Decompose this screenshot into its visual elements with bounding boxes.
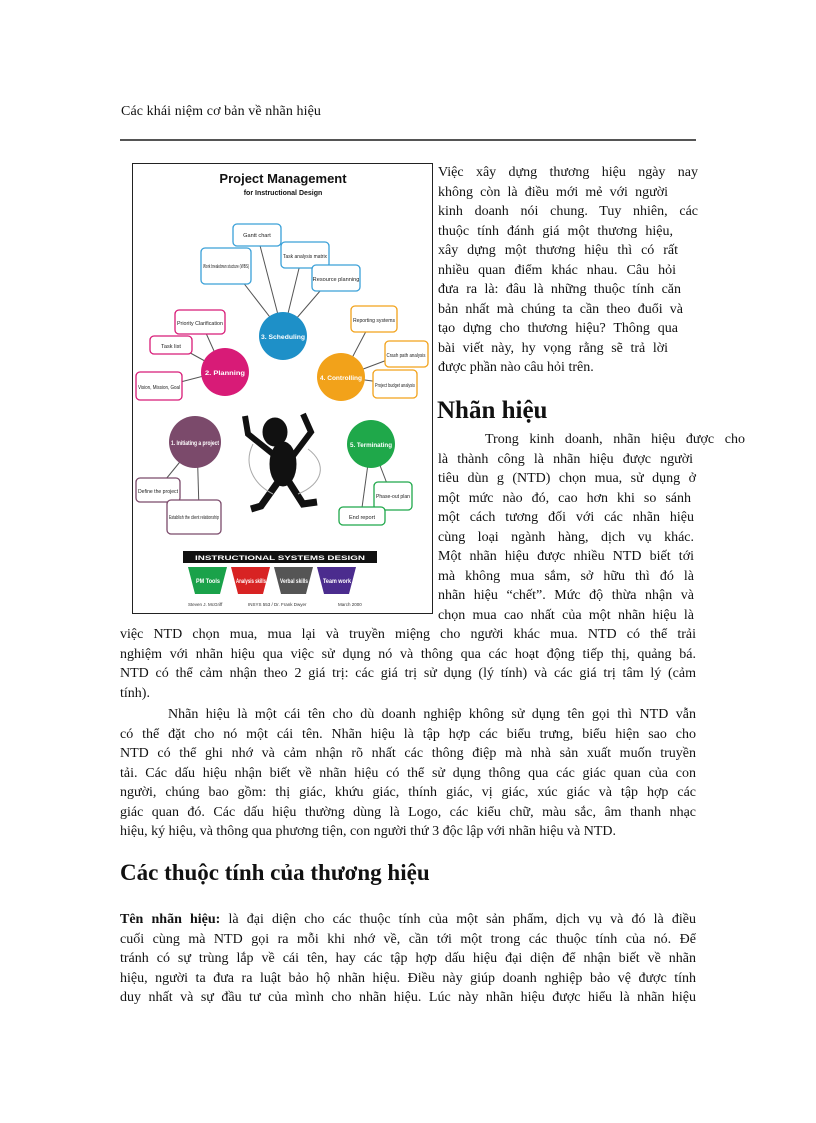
term-ten-nhan-hieu: Tên nhãn hiệu: <box>120 912 221 927</box>
text-line: được phần nào câu hỏi trên. <box>438 360 594 375</box>
text-line: thuộc tính đánh giá một thương hiệu, <box>438 223 673 239</box>
node-label: Priority Clarification <box>177 321 223 327</box>
text-line: không còn là điều mới mẻ với người <box>438 184 668 200</box>
figure-title: Project Management <box>219 171 347 186</box>
text-line: đưa ra là: đâu là những thuộc tính căn <box>438 282 681 297</box>
node-label: Task list <box>161 344 181 350</box>
section1-paragraph-continued <box>120 625 696 703</box>
node-label: Task analysis matrix <box>283 254 328 260</box>
figure-footer: INSYS 553 / Dr. Frank Dwyer <box>248 602 307 607</box>
text-line: tải. Các dấu hiệu nhận biết về nhãn hiệu có thể sử dụng thông qua các giác quan của con <box>120 765 696 781</box>
skill-label: Analysis skills <box>236 579 267 585</box>
text-line: bản nhất mà chúng ta cần theo đuổi và <box>438 301 683 317</box>
node-label: Define the project <box>138 489 179 495</box>
section-heading-thuoc-tinh: Các thuộc tính của thương hiệu <box>120 860 430 885</box>
text-line: bài viết này, hy vọng rằng sẽ trả lời <box>438 340 668 356</box>
section1-paragraph-2 <box>120 705 696 842</box>
node-label: Gantt chart <box>243 233 271 239</box>
text-line: tính). <box>120 685 150 701</box>
skill-label: PM Tools <box>196 579 221 585</box>
node-label: Phase-out plan <box>376 494 410 500</box>
node-label: Vision, Mission, Goal <box>138 385 180 391</box>
text-line: nhiều quan điểm khác nhau. Câu hỏi <box>438 262 676 278</box>
node-label: Work breakdown stucture (WBS) <box>203 264 250 270</box>
text-line: tiêu dùn g (NTD) chọn mua, sử dụng ở <box>438 471 696 486</box>
node-label: Reporting systems <box>353 318 396 324</box>
project-management-figure <box>132 163 433 614</box>
text-line: Nhãn hiệu là một cái tên cho dù doanh nghiệp không sử dụng tên gọi thì NTD vẫn <box>168 707 696 722</box>
text-line: Việc xây dựng thương hiệu ngày nay <box>438 165 698 180</box>
node-label: Crash path analysis <box>386 353 426 359</box>
figure-footer: Steven J. McGriff <box>188 602 223 607</box>
node-label: End report <box>348 515 376 521</box>
text-line: có thể đặt cho nó một cái tên. Nhãn hiệu là tập hợp các biểu trưng, biểu hiện sao cho <box>120 726 696 742</box>
text-line: một cách tương đối với các nhãn hiệu <box>438 510 694 525</box>
figure-footer: March 2000 <box>338 602 362 607</box>
hub-label: 5. Terminating <box>350 443 393 449</box>
text-line: cuối cùng mà NTD gọi ra mỗi khi nhớ về, cần tới một trong các thuộc tính của nó. Để <box>120 931 696 947</box>
text-line: giác quan đó. Các dấu hiệu thường dùng là Logo, các kiểu chữ, màu sắc, âm thanh nhạc <box>120 804 696 820</box>
text-line: NTD có thể ghi nhớ và cảm nhận rõ nhất các thông điệp mà nhà sản xuất muốn truyền <box>120 746 696 761</box>
text-line: là thành công là nhãn hiệu được người <box>438 451 693 467</box>
text-line: nghiệm với nhãn hiệu qua việc sử dụng nó và thông qua các hoạt động tiếp thị, quảng bá. <box>120 646 696 662</box>
node-label: Establish the client relationship <box>169 515 219 521</box>
text-line: nhãn hiệu “chết”. Mức độ thừa nhận và <box>438 588 694 603</box>
hub-label: 3. Scheduling <box>261 335 306 341</box>
stick-figure-illustration <box>245 414 317 509</box>
text-line: một mức nào đó, cao hơn khi so sánh <box>438 490 691 506</box>
hub-label: 2. Planning <box>205 371 246 377</box>
text-line: duy nhất và sự đầu tư của mình cho nhãn hiệu. Lúc này nhãn hiệu được hiểu là nhãn hiệu <box>120 990 696 1005</box>
page-header: Các khái niệm cơ bản về nhãn hiệu <box>121 104 322 119</box>
section-heading-nhan-hieu: Nhãn hiệu <box>437 397 548 424</box>
header-rule <box>120 139 696 141</box>
text-line: chọn mua cao nhất của một nhãn hiệu là <box>438 607 694 623</box>
text-line: Một nhãn hiệu được nhiều NTD biết tới <box>438 549 694 564</box>
text-line: người, chúng bao gồm: thị giác, khứu giác, thính giác, vị giác, xúc giác và tập hợp các <box>120 785 696 800</box>
text-line <box>120 910 696 930</box>
hub-label: 1. Initiating a project <box>171 441 219 447</box>
text-line: kinh doanh nói chung. Tuy nhiên, các <box>438 204 698 219</box>
text-line: hiệu, người ta đưa ra luật bảo hộ nhãn hiệu. Điều này giúp doanh nghiệp bảo vệ được tính <box>120 970 696 986</box>
figure-subtitle: for Instructional Design <box>243 190 323 197</box>
text-line: tránh có sự trùng lắp về cái tên, hay các tập hợp dấu hiệu đại diện để nhận biết về nhãn <box>120 951 696 966</box>
text-line: Trong kinh doanh, nhãn hiệu được cho <box>485 432 745 447</box>
band-label: INSTRUCTIONAL SYSTEMS DESIGN <box>195 555 366 562</box>
section1-column-text <box>438 430 745 625</box>
text-line: xây dựng một thương hiệu thì có rất <box>438 243 678 258</box>
node-label: Project budget analysis <box>375 383 416 389</box>
hub-label: 4. Controlling <box>320 376 363 382</box>
text-line: cùng loại ngành hàng, dịch vụ khác. <box>438 529 694 545</box>
text-line: việc NTD chọn mua, mua lại và truyền miệng cho người khác mua. NTD có thể trải <box>120 627 696 642</box>
node-label: Resource planning <box>312 277 360 283</box>
text-line: tạo dựng cho thương hiệu? Thông qua <box>438 321 678 336</box>
skill-label: Verbal skills <box>280 579 309 585</box>
text-run: là đại diện cho các thuộc tính của một sản phẩm, dịch vụ và đó là điều <box>220 912 696 927</box>
text-line: mà không mua sắm, sở hữu thì đó là <box>438 568 694 584</box>
text-line: hiệu, ký hiệu, và thông qua phương tiện, con người thứ 3 độc lập với nhãn hiệu và NTD. <box>120 824 616 839</box>
text-line: NTD có thể cảm nhận theo 2 giá trị: các giá trị sử dụng (lý tính) và các giá trị tâm lý (cảm <box>120 666 696 681</box>
section2-paragraph <box>120 910 696 1008</box>
intro-paragraph <box>438 163 698 378</box>
skill-label: Team work <box>323 579 352 585</box>
